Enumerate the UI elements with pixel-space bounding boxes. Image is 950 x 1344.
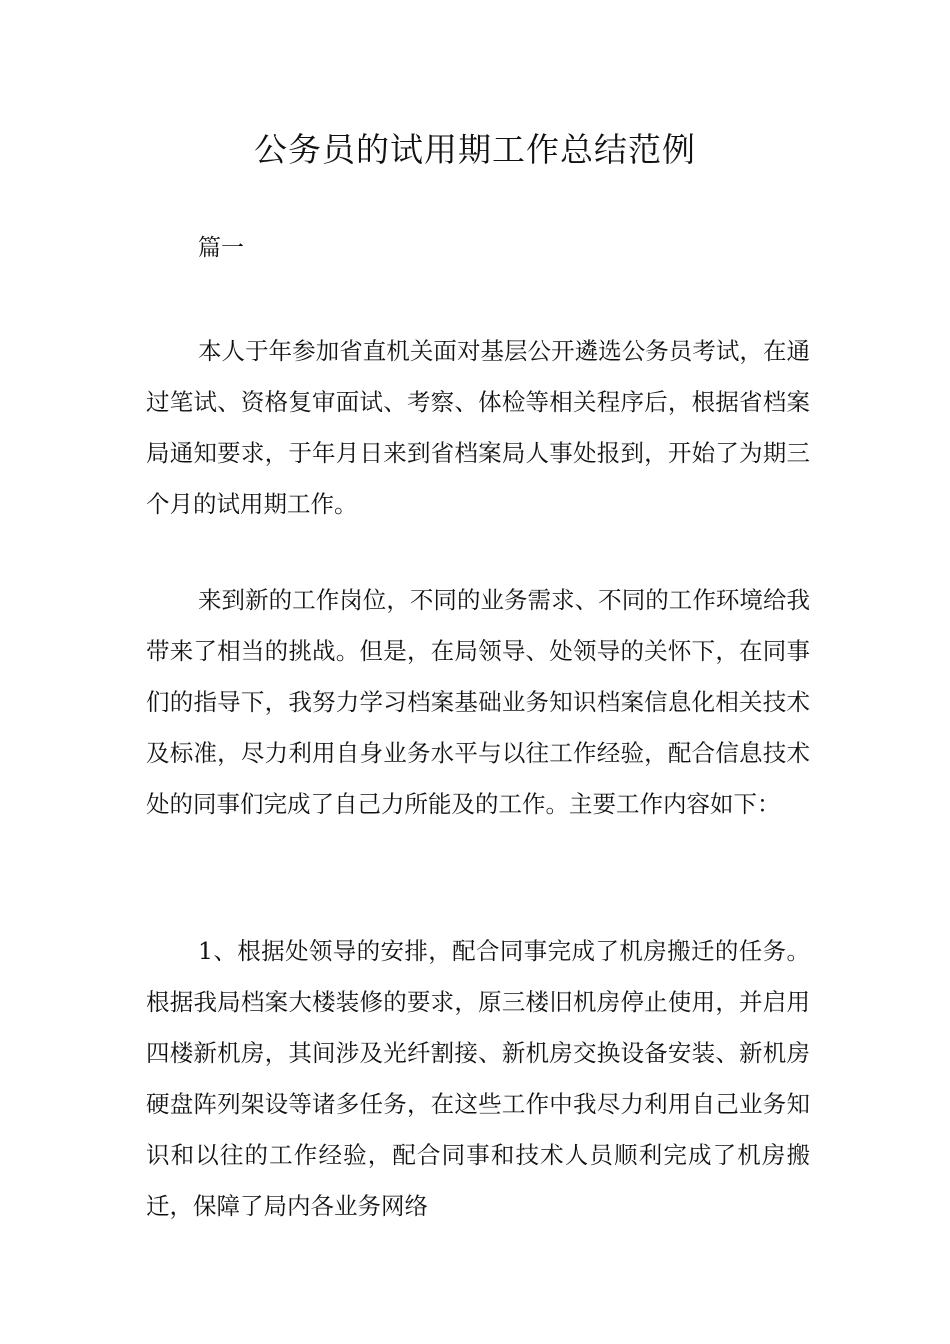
paragraph-1: 本人于年参加省直机关面对基层公开遴选公务员考试，在通过笔试、资格复审面试、考察、体检等相关程序后，根据省档案局通知要求，于年月日来到省档案局人事处报到，开始了为期三个月的试用期工作。 [146, 337, 810, 518]
section-label: 篇一 [198, 235, 244, 261]
paragraph-2: 来到新的工作岗位，不同的业务需求、不同的工作环境给我带来了相当的挑战。但是，在局领导、处领导的关怀下，在同事们的指导下，我努力学习档案基础业务知识档案信息化相关技术及标准，尽力利用自身业务水平与以往工作经验，配合信息技术处的同事们完成了自己力所能及的工作。主要工作内容如下： [146, 586, 810, 818]
paragraph-3: 1、根据处领导的安排，配合同事完成了机房搬迁的任务。根据我局档案大楼装修的要求，原三楼旧机房停止使用，并启用四楼新机房，其间涉及光纤割接、新机房交换设备安装、新机房硬盘阵列架设等诸多任务，在这些工作中我尽力利用自己业务知识和以往的工作经验，配合同事和技术人员顺利完成了机房搬迁，保障了局内各业务网络 [146, 937, 810, 1220]
document-title: 公务员的试用期工作总结范例 [254, 130, 696, 169]
